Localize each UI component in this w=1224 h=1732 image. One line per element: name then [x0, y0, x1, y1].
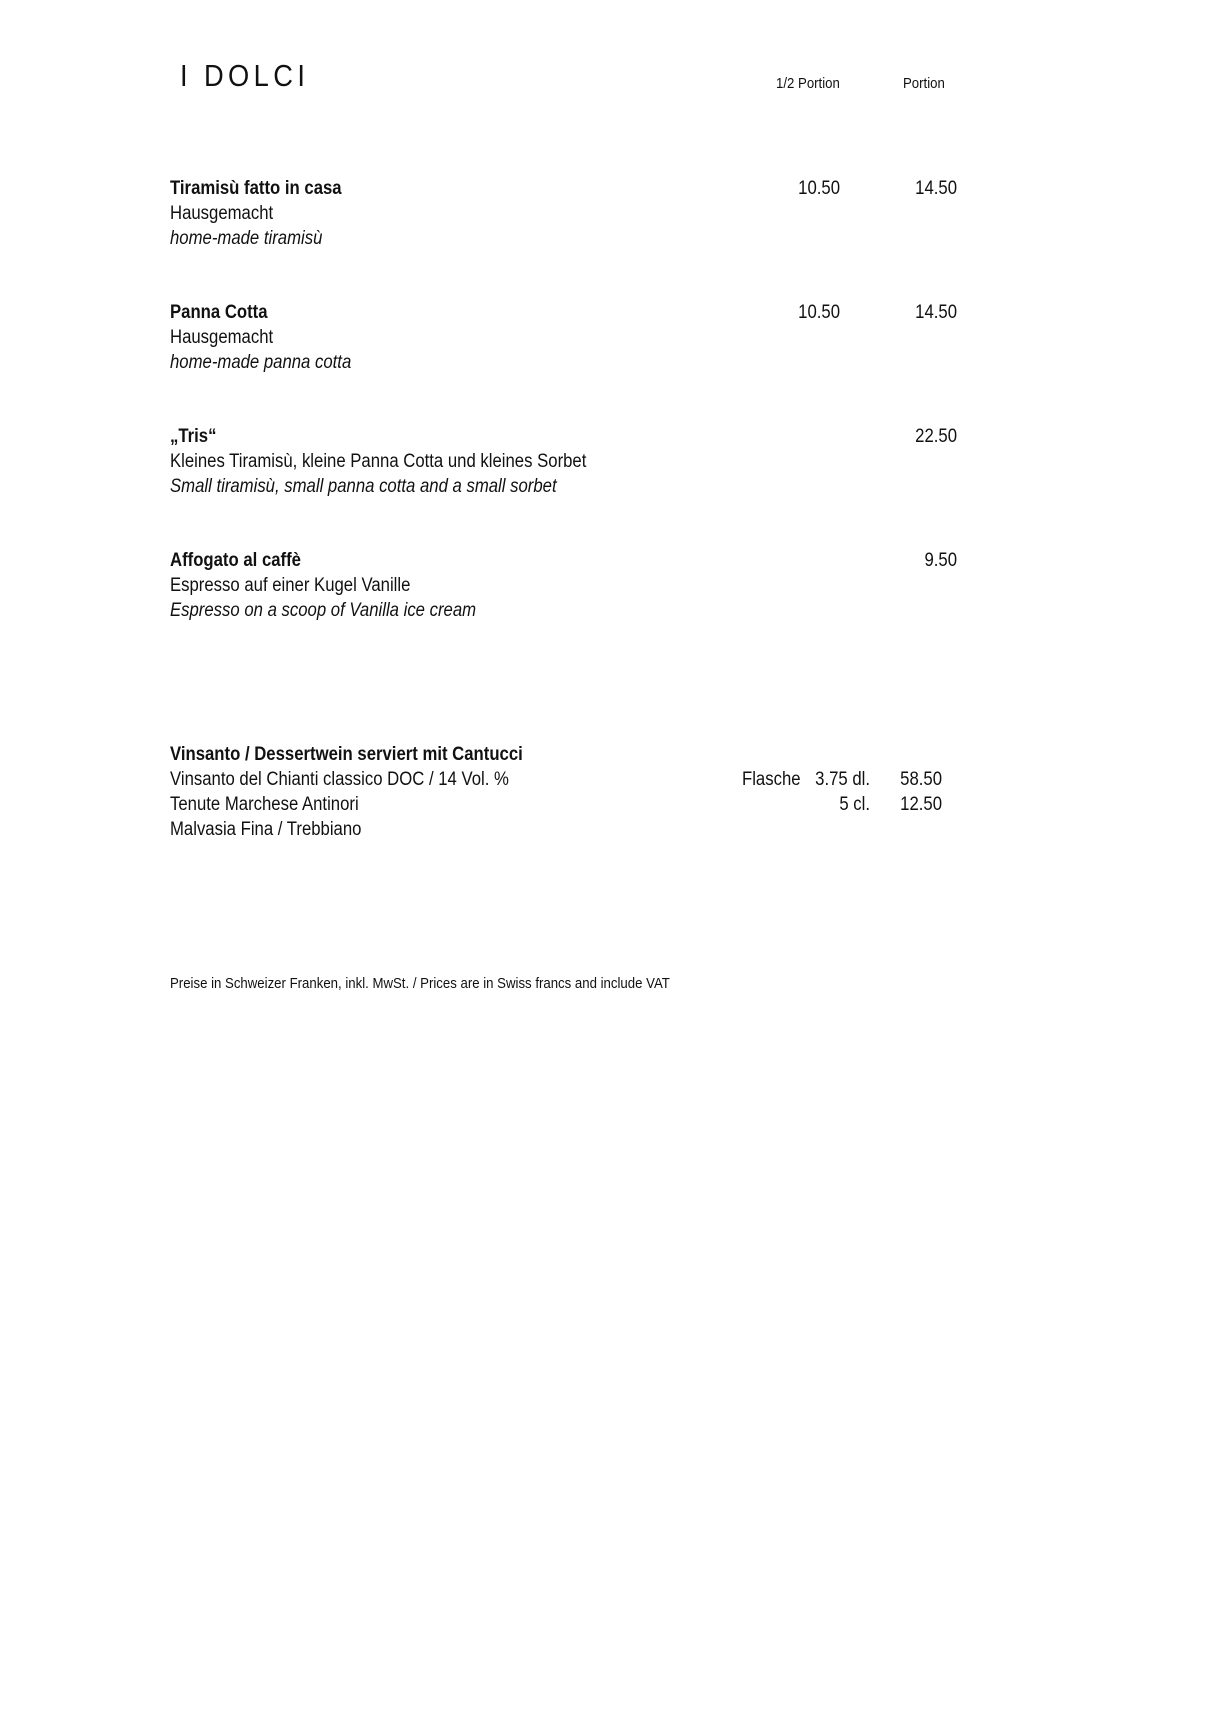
menu-item-tiramisu — [170, 176, 960, 251]
price-footnote: Preise in Schweizer Franken, inkl. MwSt. / Prices are in Swiss francs and include VAT — [170, 975, 670, 992]
page-title: I DOLCI — [180, 58, 310, 93]
wine-bottle-size: 3.75 dl. — [815, 769, 870, 790]
item-description-de: Hausgemacht — [170, 203, 274, 224]
item-description-de: Hausgemacht — [170, 327, 274, 348]
item-price-full: 22.50 — [915, 426, 957, 447]
column-header-half-portion: 1/2 Portion — [776, 75, 840, 92]
item-name: Vinsanto / Dessertwein serviert mit Cantucci — [170, 744, 523, 765]
menu-item-affogato — [170, 548, 960, 623]
item-description-de: Kleines Tiramisù, kleine Panna Cotta und kleines Sorbet — [170, 451, 587, 472]
item-price-half: 10.50 — [798, 302, 840, 323]
item-name: Affogato al caffè — [170, 550, 301, 571]
item-description-en: home-made panna cotta — [170, 352, 352, 373]
item-description-de: Espresso auf einer Kugel Vanille — [170, 575, 411, 596]
wine-bottle-label: Flasche — [742, 769, 801, 790]
menu-item-panna-cotta — [170, 300, 960, 375]
wine-description-line-2: Tenute Marchese Antinori — [170, 794, 359, 815]
menu-item-tris — [170, 424, 960, 499]
item-price-full: 14.50 — [915, 178, 957, 199]
item-description-en: Espresso on a scoop of Vanilla ice cream — [170, 600, 477, 621]
wine-glass-size: 5 cl. — [839, 794, 870, 815]
item-description-en: home-made tiramisù — [170, 228, 323, 249]
item-price-half: 10.50 — [798, 178, 840, 199]
wine-description-line-1: Vinsanto del Chianti classico DOC / 14 Vol. % — [170, 769, 509, 790]
wine-bottle-price: 58.50 — [900, 769, 942, 790]
item-name: Tiramisù fatto in casa — [170, 178, 342, 199]
item-name: „Tris“ — [170, 426, 217, 447]
column-header-portion: Portion — [903, 75, 945, 92]
wine-glass-price: 12.50 — [900, 794, 942, 815]
item-name: Panna Cotta — [170, 302, 268, 323]
item-price-full: 9.50 — [924, 550, 957, 571]
item-price-full: 14.50 — [915, 302, 957, 323]
wine-description-line-3: Malvasia Fina / Trebbiano — [170, 819, 362, 840]
item-description-en: Small tiramisù, small panna cotta and a small sorbet — [170, 476, 557, 497]
